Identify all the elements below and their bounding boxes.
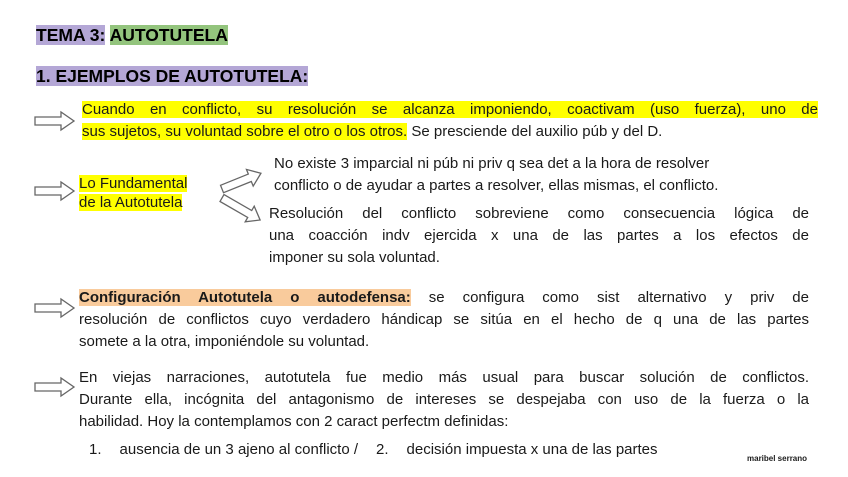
block1-highlight-line1: Cuando en conflicto, su resolución se alcanza imponiendo, coactivam (uso fuerza), uno de (82, 101, 818, 118)
fundamental-point2-line2: una coacción indv ejercida x una de las partes a los efectos de (269, 227, 809, 244)
list-item-number: 1. (89, 441, 102, 458)
block1-rest-line2: Se presciende del auxilio púb y del D. (407, 123, 663, 140)
author-signature: maribel serrano (747, 454, 808, 463)
up-right-arrow-icon (218, 164, 266, 194)
heading-prefix: TEMA 3: (36, 25, 106, 45)
fundamental-point2-line1: Resolución del conflicto sobreviene como consecuencia lógica de (269, 205, 809, 222)
document-heading (36, 24, 228, 46)
right-arrow-icon (33, 376, 77, 398)
fundamental-point1-line1: No existe 3 imparcial ni púb ni priv q sea det a la hora de resolver (274, 155, 710, 172)
fundamental-label-line2: de la Autotutela (79, 194, 183, 211)
block3-line3: somete a la otra, imponiéndole su voluntad. (79, 333, 370, 350)
fundamental-point2 (269, 203, 809, 269)
block3-label: Configuración Autotutela o autodefensa: (79, 289, 411, 306)
section-title-wrap (36, 65, 308, 87)
right-arrow-icon (33, 180, 77, 202)
block4 (79, 367, 809, 433)
right-arrow-icon (33, 110, 77, 132)
section-title: 1. EJEMPLOS DE AUTOTUTELA: (36, 66, 309, 86)
fundamental-point1 (274, 153, 718, 197)
block4-line2: Durante ella, incógnita del antagonismo de intereses se despejaba con uso de la fuerza o la (79, 391, 809, 408)
down-right-arrow-icon (218, 192, 270, 228)
list-item-text: decisión impuesta x una de las partes (406, 441, 658, 458)
block1 (82, 99, 818, 143)
right-arrow-icon (33, 297, 77, 319)
list-item-text: ausencia de un 3 ajeno al conflicto / (119, 441, 359, 458)
fundamental-point1-line2: conflicto o de ayudar a partes a resolver, ellas mismas, el conflicto. (274, 177, 719, 194)
list-item-number: 2. (376, 441, 389, 458)
heading-topic: AUTOTUTELA (109, 25, 228, 45)
block3 (79, 287, 809, 353)
fundamental-point2-line3: imponer su sola voluntad. (269, 249, 440, 266)
fundamental-label-line1: Lo Fundamental (79, 175, 188, 192)
fundamental-label (79, 174, 187, 212)
block4-line3: habilidad. Hoy la contemplamos con 2 caract perfectm definidas: (79, 413, 509, 430)
block3-line1-rest: se configura como sist alternativo y priv de (410, 289, 809, 306)
block3-line2: resolución de conflictos cuyo verdadero hándicap se sitúa en el hecho de q una de las partes (79, 311, 809, 328)
block1-highlight-line2: sus sujetos, su voluntad sobre el otro o los otros. (82, 123, 408, 140)
block4-line1: En viejas narraciones, autotutela fue medio más usual para buscar solución de conflictos. (79, 369, 809, 386)
block4-list (89, 439, 658, 461)
